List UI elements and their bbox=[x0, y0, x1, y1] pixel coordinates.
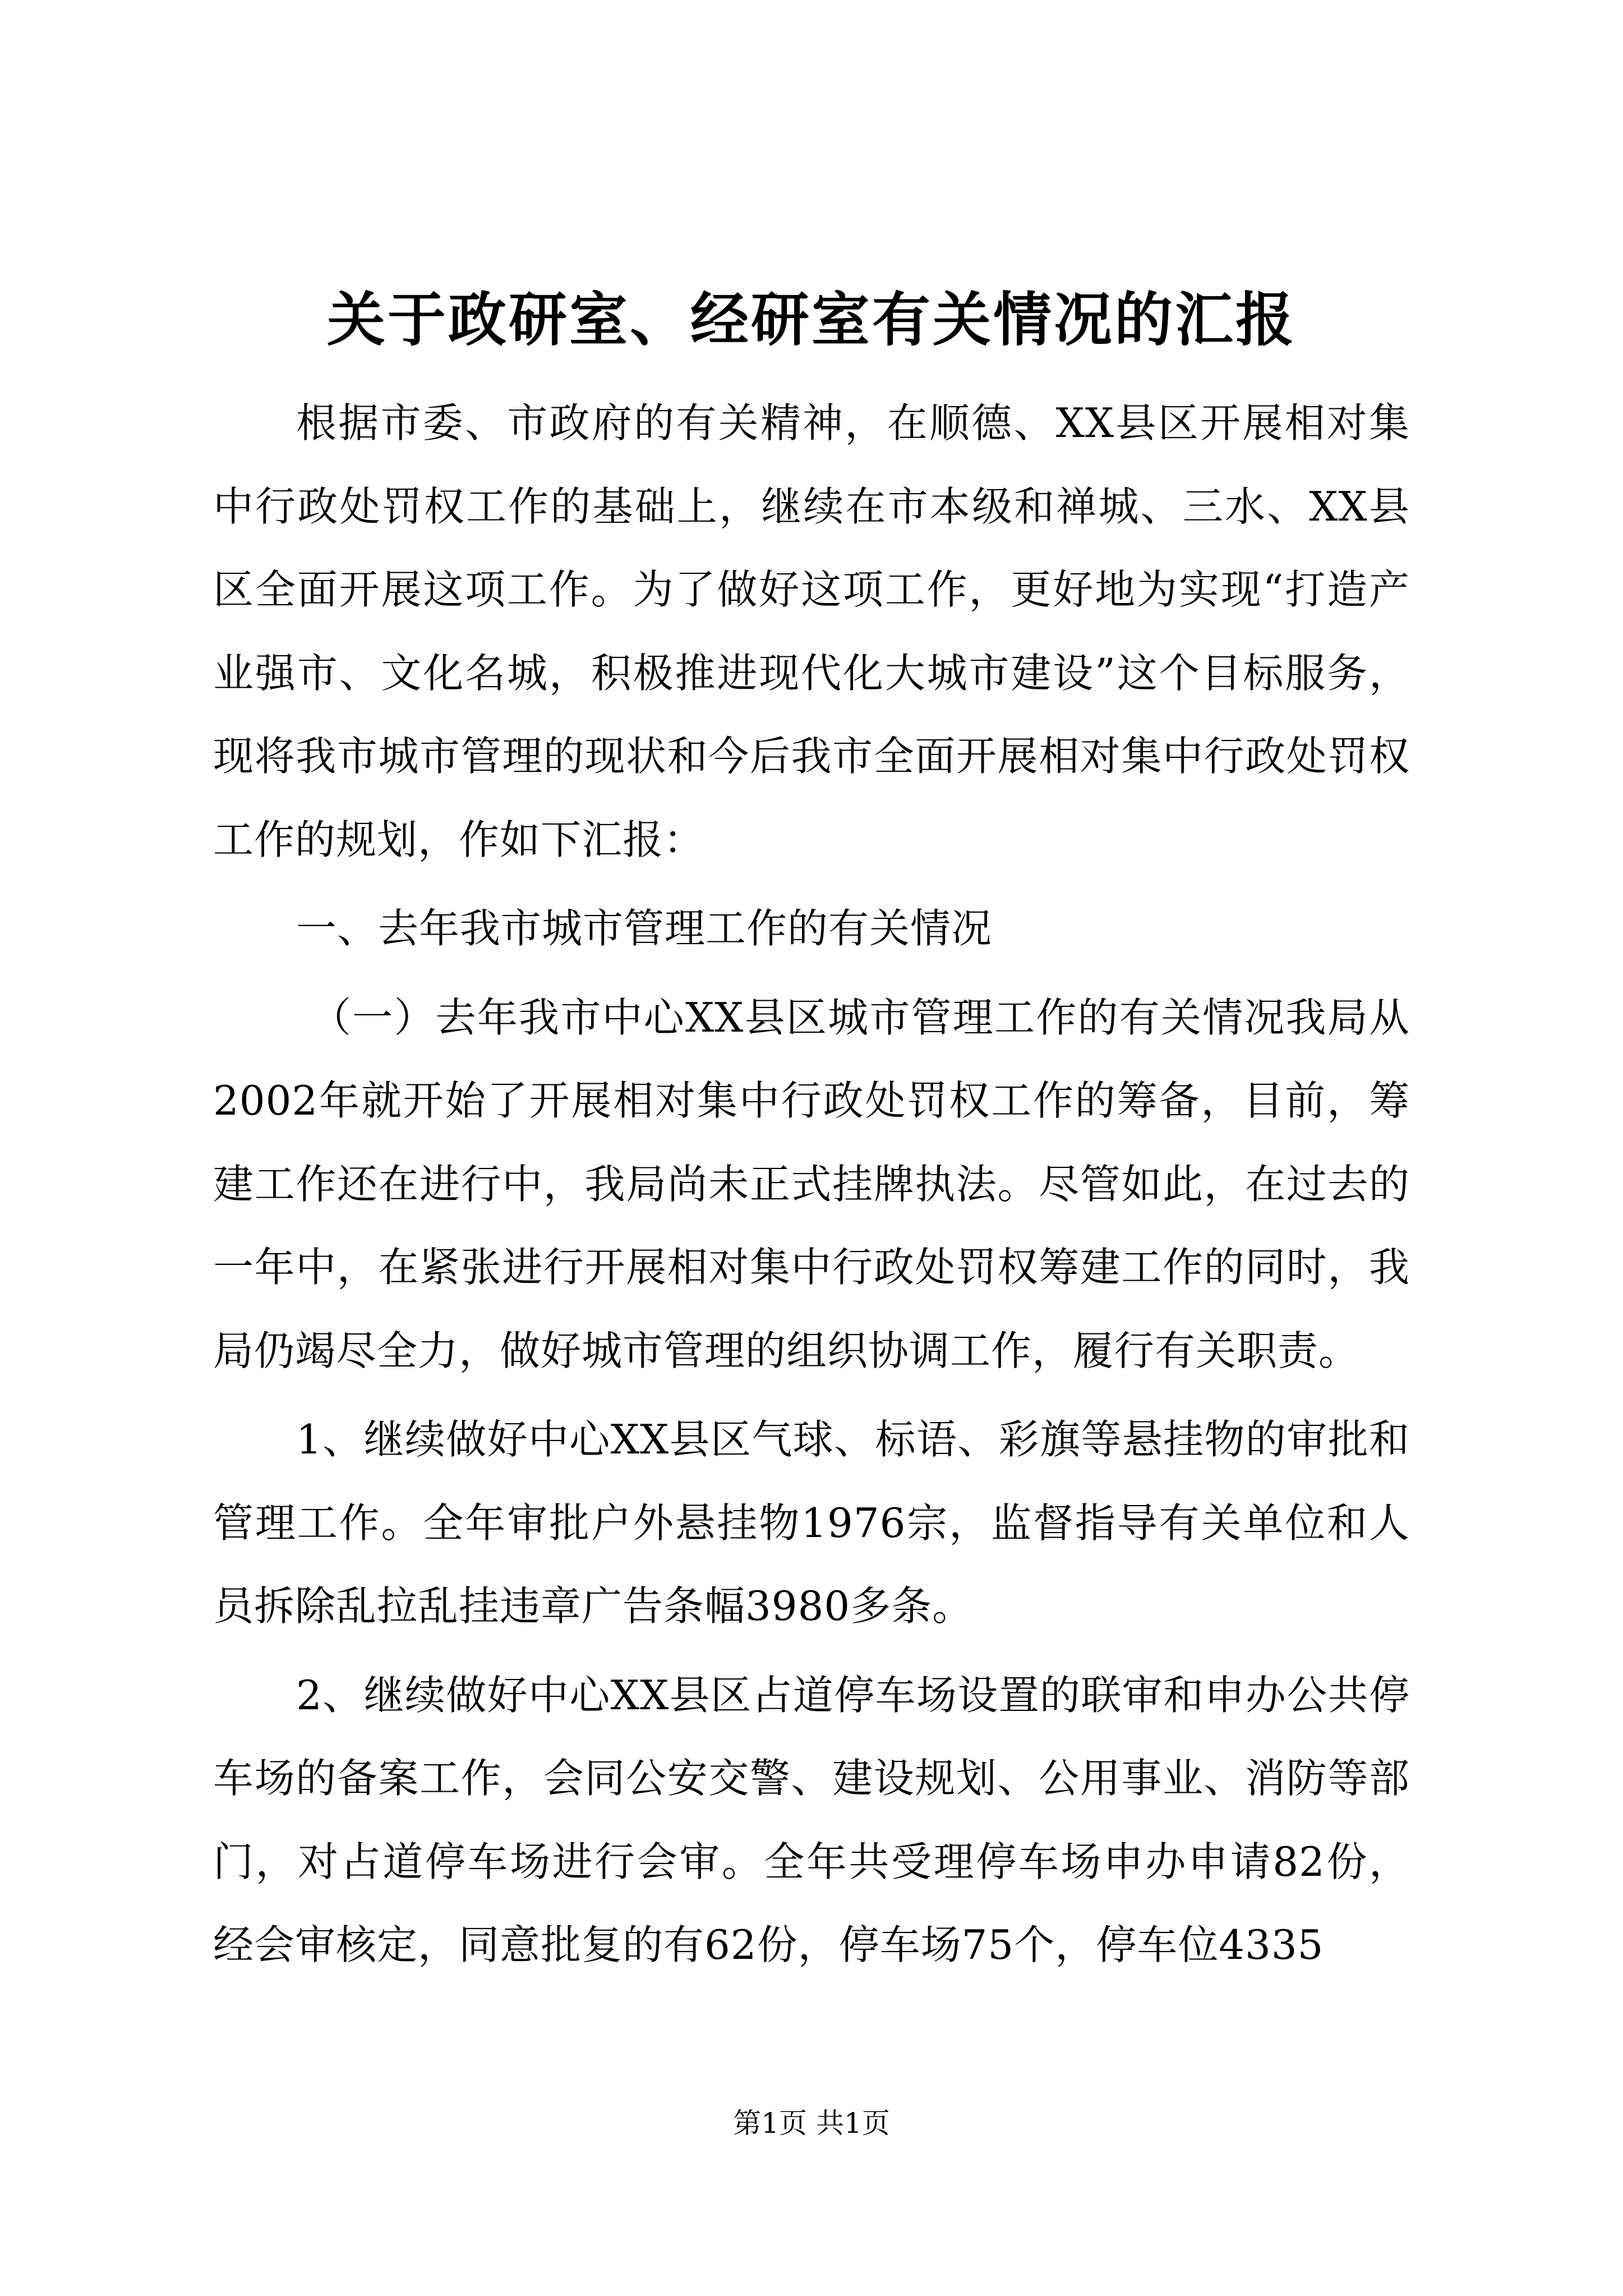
section-heading: 一、去年我市城市管理工作的有关情况 bbox=[296, 905, 993, 952]
page-number-footer: 第1页 共1页 bbox=[733, 2107, 890, 2139]
document-title: 关于政研室、经研室有关情况的汇报 bbox=[326, 285, 1296, 354]
subsection-paragraph: （一）去年我市中心XX县区城市管理工作的有关情况我局从2002年就开始了开展相对集中行政处罚权工作的筹备，目前，筹建工作还在进行中，我局尚未正式挂牌执法。尽管如此，在过去的一年中，在紧张进行开展相对集中行政处罚权筹建工作的同时，我局仍竭尽全力，做好城市管理的组织协调工作，履行有关职责。 bbox=[213, 993, 1410, 1374]
document-body bbox=[213, 381, 1410, 1993]
intro-paragraph: 根据市委、市政府的有关精神，在顺德、XX县区开展相对集中行政处罚权工作的基础上，继续在市本级和禅城、三水、XX县区全面开展这项工作。为了做好这项工作，更好地为实现“打造产业强市、文化名城，积极推进现代化大城市建设”这个目标服务，现将我市城市管理的现状和今后我市全面开展相对集中行政处罚权工作的规划，作如下汇报： bbox=[213, 399, 1410, 863]
item-1-paragraph: 1、继续做好中心XX县区气球、标语、彩旗等悬挂物的审批和管理工作。全年审批户外悬挂物1976宗，监督指导有关单位和人员拆除乱拉乱挂违章广告条幅3980多条。 bbox=[213, 1416, 1410, 1630]
item-2-paragraph: 2、继续做好中心XX县区占道停车场设置的联审和申办公共停车场的备案工作，会同公安交警、建设规划、公用事业、消防等部门，对占道停车场进行会审。全年共受理停车场申办申请82份，经会审核定，同意批复的有62份，停车场75个，停车位4335 bbox=[213, 1671, 1410, 1968]
